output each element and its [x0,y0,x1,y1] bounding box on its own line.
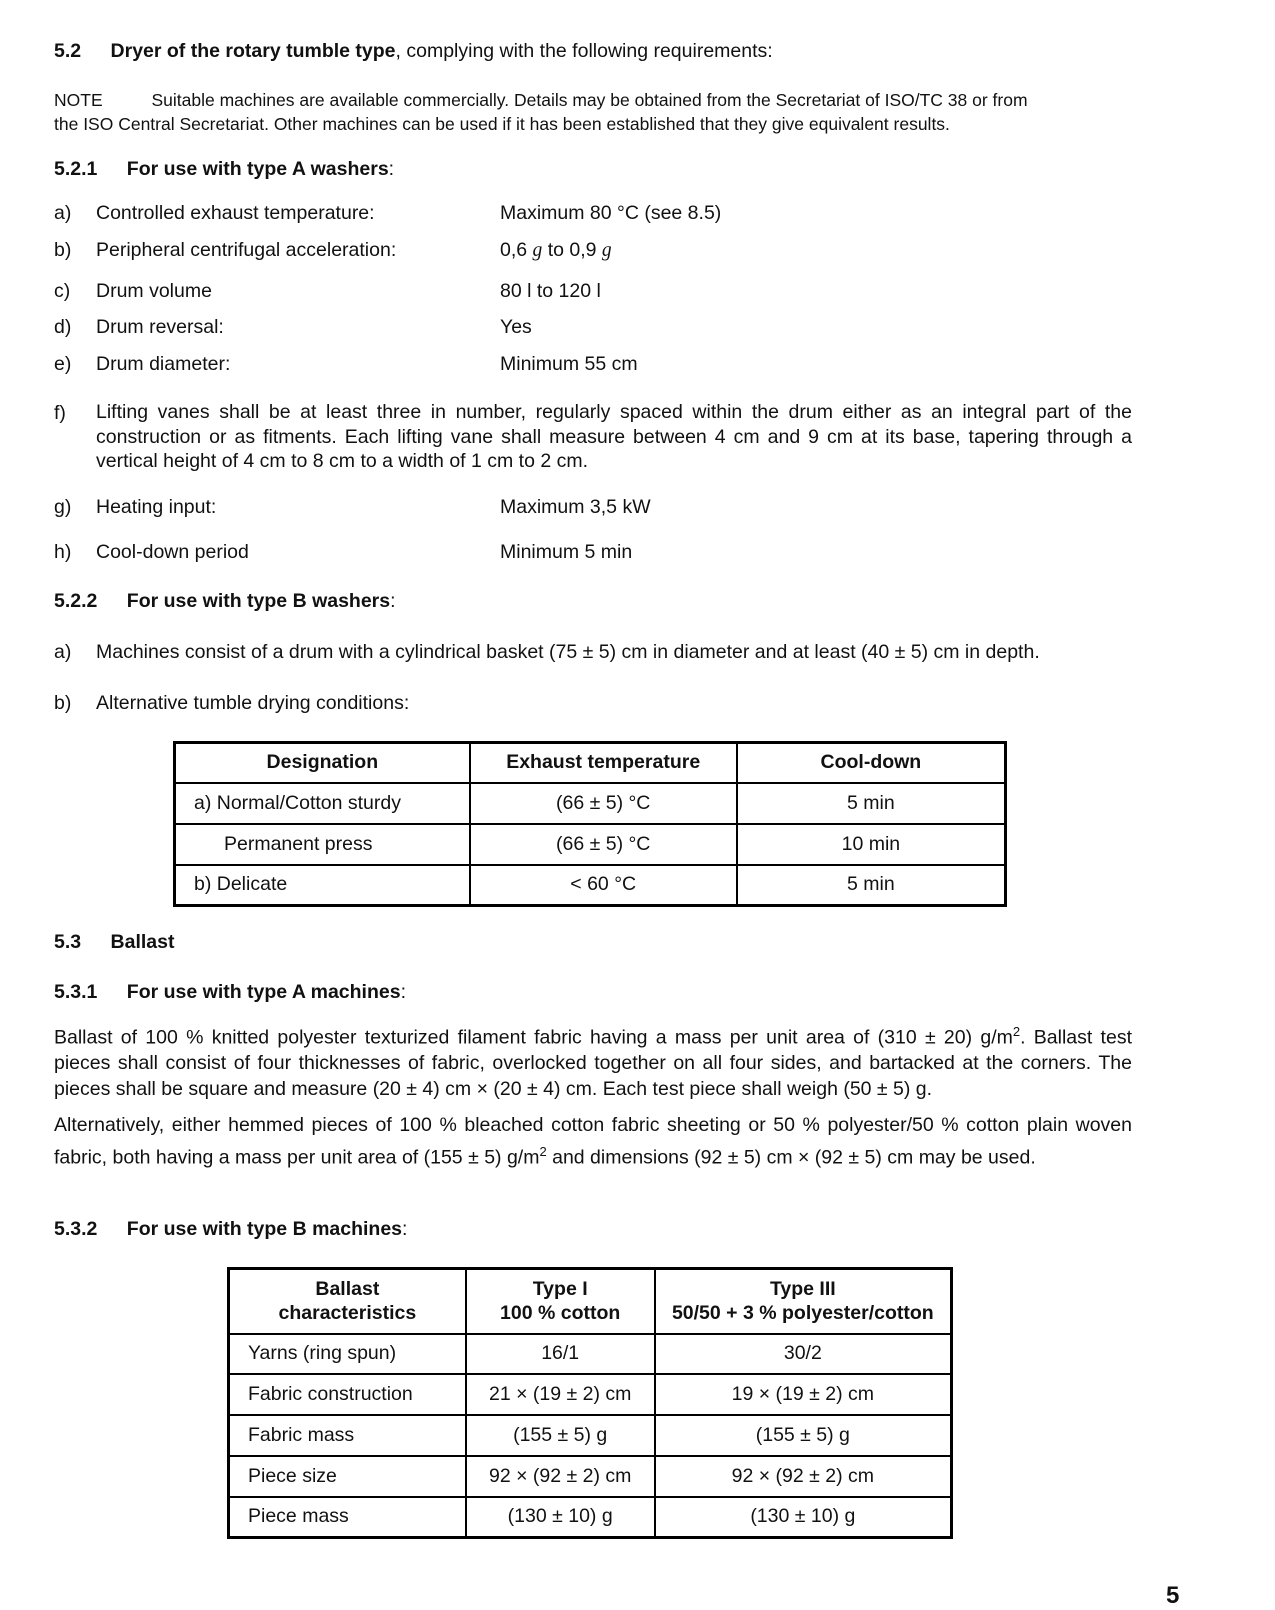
header-line: Ballast [315,1278,380,1301]
table-row [229,1334,952,1374]
table-cell: b) Delicate [175,865,470,906]
column-header [229,1269,466,1334]
table-cell: (130 ± 10) g [655,1497,952,1538]
section-title-rest: , complying with the following requirements: [395,40,773,62]
section-5-3-1-heading [54,981,406,1004]
section-number: 5.2.2 [54,590,98,612]
table-cell: a) Normal/Cotton sturdy [175,783,470,824]
req-label: Heating input: [96,496,217,518]
table-cell: (155 ± 5) g [466,1415,655,1456]
section-5-3-2-heading [54,1218,407,1241]
table-cell: 30/2 [655,1334,952,1374]
section-title: Dryer of the rotary tumble type [110,40,396,62]
section-title: Ballast [110,931,175,953]
drying-conditions-table [173,741,1007,907]
note-line-1 [54,90,1028,111]
req-letter: d) [54,316,72,338]
column-header: Cool-down [737,743,1006,783]
column-header: Exhaust temperature [470,743,737,783]
req-value: 80 l to 120 l [500,280,601,302]
table-cell: Yarns (ring spun) [229,1334,466,1374]
superscript: 2 [1012,1024,1021,1039]
table-cell: 5 min [737,865,1006,906]
note-text-1: Suitable machines are available commercially. Details may be obtained from the Secretariat of ISO/TC 38 or from [151,90,1028,110]
colon: : [402,1218,408,1240]
table-row [229,1497,952,1538]
section-number: 5.3.2 [54,1218,98,1240]
header-line: Type I [532,1278,588,1301]
req-value: Maximum 3,5 kW [500,496,651,518]
section-title: For use with type A washers [126,158,389,180]
req-value: Minimum 55 cm [500,353,638,375]
ballast-paragraph-2 [54,1113,1132,1171]
req-letter: g) [54,496,72,518]
table-header-row [229,1269,952,1334]
table-cell: (130 ± 10) g [466,1497,655,1538]
value-part: 0,6 [500,239,533,261]
list-text: Machines consist of a drum with a cylindrical basket (75 ± 5) cm in diameter and at least (40 ± 5) cm in depth. [96,641,1040,663]
column-header [655,1269,952,1334]
column-header: Designation [175,743,470,783]
req-value: Yes [500,316,532,338]
section-title: For use with type B machines [126,1218,403,1240]
g-symbol: g [601,240,612,261]
g-symbol: g [532,240,543,261]
value-part: to 0,9 [542,239,602,261]
text: Alternatively, either hemmed pieces of 100 % bleached cotton fabric sheeting or 50 % polyester/50 % cotton plain woven fabric, both having a mass per unit area of (155 ± 5) g/m [54,1114,1132,1168]
table-row [175,783,1006,824]
section-5-2-heading [54,40,773,63]
req-letter: e) [54,353,72,375]
table-row [175,824,1006,865]
section-5-2-2-heading [54,590,396,613]
table-cell: (66 ± 5) °C [470,783,737,824]
req-label: Cool-down period [96,541,249,563]
req-value [500,239,612,262]
section-number: 5.2.1 [54,158,98,180]
req-label: Drum volume [96,280,212,302]
req-letter: h) [54,541,72,563]
list-letter: a) [54,641,72,663]
lifting-vanes-text: Lifting vanes shall be at least three in number, regularly spaced within the drum either as an integral part of the construction or as fitments. Each lifting vane shall measure between 4 cm and 9 cm at its base, tapering through a vertical height of 4 cm to 8 cm to a width of 1 cm to 2 cm. [96,401,1132,472]
column-header [466,1269,655,1334]
colon: : [390,590,396,612]
text: Ballast of 100 % knitted polyester texturized filament fabric having a mass per unit area of (310 ± 20) g/m [54,1026,1013,1049]
page-number: 5 [1166,1582,1180,1609]
colon: : [388,158,395,180]
section-title: For use with type B washers [126,590,391,612]
section-title: For use with type A machines [126,981,401,1003]
note-label: NOTE [54,90,103,110]
table-row [229,1415,952,1456]
header-line: characteristics [278,1302,417,1325]
table-cell: Fabric mass [229,1415,466,1456]
table-cell: < 60 °C [470,865,737,906]
note-line-2: the ISO Central Secretariat. Other machines can be used if it has been established that they give equivalent results. [54,114,950,134]
header-line: 50/50 + 3 % polyester/cotton [671,1302,934,1325]
list-letter: b) [54,692,72,714]
header-line: 100 % cotton [500,1302,621,1325]
table-cell: 5 min [737,783,1006,824]
req-letter: b) [54,239,72,261]
req-label: Drum diameter: [96,353,231,375]
table-cell: 16/1 [466,1334,655,1374]
table-cell: 21 × (19 ± 2) cm [466,1374,655,1415]
list-text: Alternative tumble drying conditions: [96,692,410,714]
section-number: 5.3.1 [54,981,98,1003]
table-cell: 92 × (92 ± 2) cm [655,1456,952,1497]
superscript: 2 [539,1143,547,1159]
table-header-row [175,743,1006,783]
req-letter: a) [54,202,72,224]
colon: : [400,981,406,1003]
table-row [229,1374,952,1415]
section-number: 5.3 [54,931,82,953]
table-cell: 92 × (92 ± 2) cm [466,1456,655,1497]
table-cell: Piece size [229,1456,466,1497]
ballast-paragraph-1 [54,1019,1132,1102]
text: and dimensions (92 ± 5) cm × (92 ± 5) cm may be used. [546,1146,1036,1168]
section-number: 5.2 [54,40,82,62]
req-letter: c) [54,280,71,302]
req-label: Peripheral centrifugal acceleration: [96,239,397,261]
section-5-3-heading [54,931,174,954]
req-label: Drum reversal: [96,316,224,338]
table-row [229,1456,952,1497]
req-value: Minimum 5 min [500,541,633,563]
req-letter: f) [54,402,66,424]
table-cell: Piece mass [229,1497,466,1538]
req-label: Controlled exhaust temperature: [96,202,375,224]
table-cell: 10 min [737,824,1006,865]
ballast-characteristics-table [227,1267,953,1539]
table-cell: (155 ± 5) g [655,1415,952,1456]
req-value: Maximum 80 °C (see 8.5) [500,202,722,224]
table-cell: (66 ± 5) °C [470,824,737,865]
table-row [175,865,1006,906]
table-cell: 19 × (19 ± 2) cm [655,1374,952,1415]
section-5-2-1-heading [54,158,394,181]
table-cell: Fabric construction [229,1374,466,1415]
text: . Ballast test pieces shall consist of four thicknesses of fabric, overlocked together on all four sides, and bartacked at the corners. The pieces shall be square and measure (20 ± 4) cm × (20 ± 4) cm. Each test piece shall weigh (50 ± 5) g. [54,1026,1132,1100]
table-cell: Permanent press [175,824,470,865]
header-line: Type III [769,1278,836,1301]
